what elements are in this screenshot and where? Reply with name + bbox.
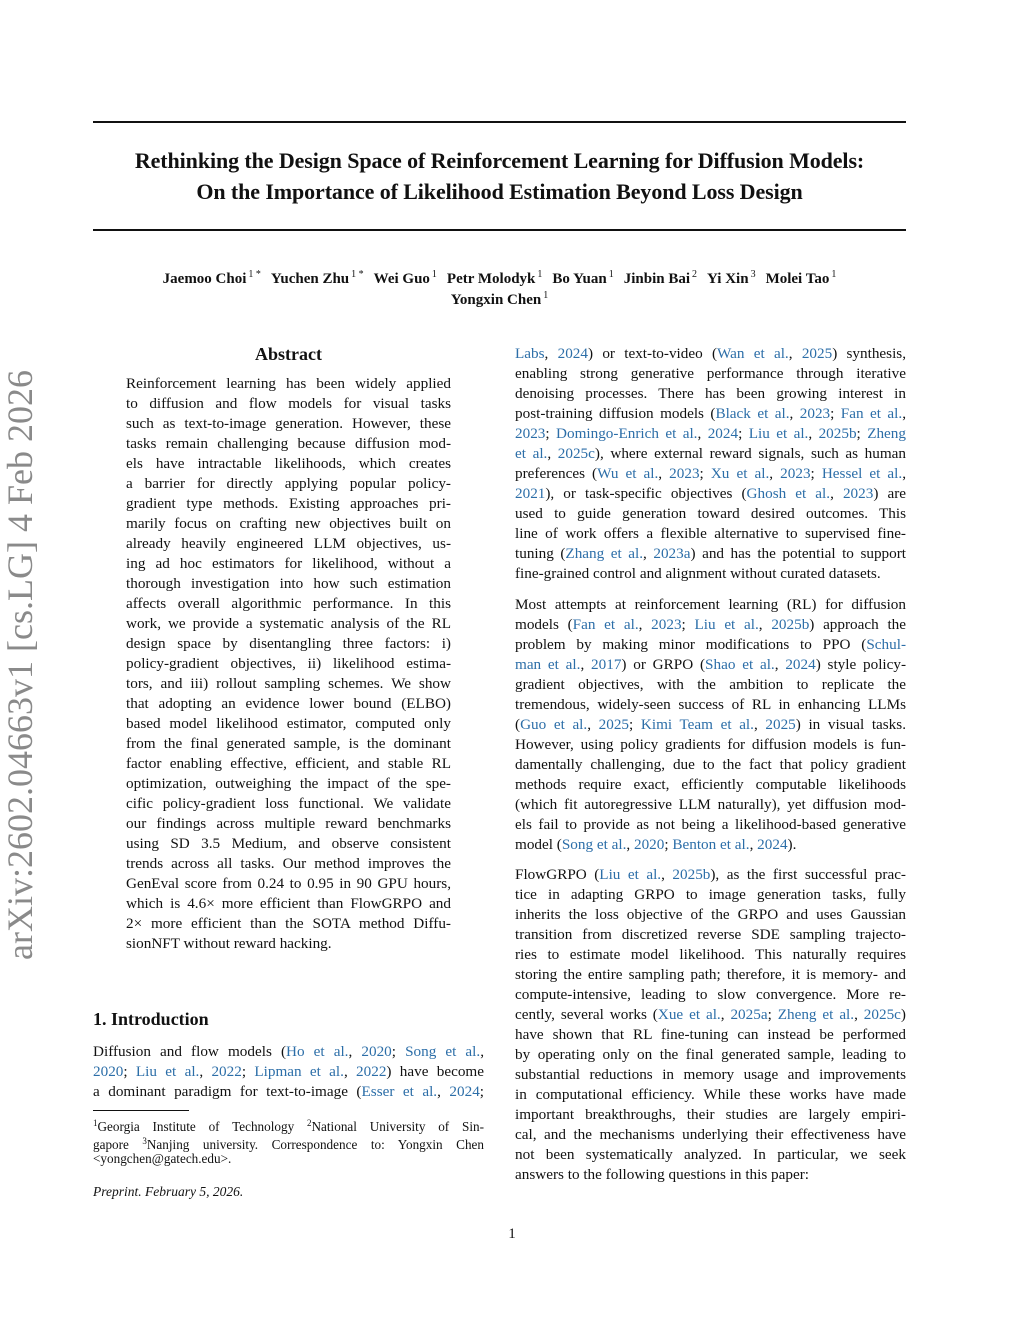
citation-link[interactable]: Wu et al. bbox=[597, 465, 659, 482]
introduction-line: gradient objectives, with the ambition to replicate the bbox=[515, 676, 906, 693]
introduction-line: (which fit autoregressive LLM naturally), yet diffusion mod- bbox=[515, 796, 906, 813]
citation-link[interactable]: 2020 bbox=[361, 1043, 392, 1060]
arxiv-category: [cs.LG] bbox=[0, 541, 40, 652]
author-name: Yongxin Chen $^1$ bbox=[450, 290, 549, 308]
introduction-line: post-training diffusion models (Black et al., 2023; Fan et al., bbox=[515, 405, 906, 422]
abstract-line: Reinforcement learning has been widely applied bbox=[126, 375, 451, 392]
introduction-line: model (Song et al., 2020; Benton et al., 2024). bbox=[515, 836, 797, 853]
paper-title-line-2: On the Importance of Likelihood Estimation Beyond Loss Design bbox=[196, 179, 803, 204]
citation-link[interactable]: Labs bbox=[515, 345, 545, 362]
citation-link[interactable]: 2023 bbox=[842, 485, 874, 502]
author-affiliation-marker: 3 bbox=[750, 269, 756, 280]
citation-link[interactable]: 2025a bbox=[730, 1006, 768, 1023]
citation-link[interactable]: Kimi Team et al. bbox=[640, 716, 754, 733]
citation-link[interactable]: Liu et al. bbox=[748, 425, 809, 442]
citation-link[interactable]: 2025 bbox=[801, 345, 833, 362]
introduction-line: enabling strong generative performance through iterative bbox=[515, 365, 906, 382]
citation-link[interactable]: 2025c bbox=[863, 1006, 901, 1023]
abstract-line: marily focus on crafting new objectives built on bbox=[126, 515, 451, 532]
abstract-line: already heavily engineered LLM objectives, us- bbox=[126, 535, 451, 552]
citation-link[interactable]: Fan et al. bbox=[572, 616, 639, 633]
citation-link[interactable]: 2023 bbox=[669, 465, 700, 482]
citation-link[interactable]: 2024 bbox=[707, 425, 739, 442]
abstract-line: based model likelihood estimator, computed only bbox=[126, 715, 451, 732]
introduction-line: 2023; Domingo-Enrich et al., 2024; Liu et al., 2025b; Zheng bbox=[515, 425, 906, 442]
citation-link[interactable]: 2024 bbox=[557, 345, 588, 362]
introduction-line: a dominant paradigm for text-to-image (Esser et al., 2024; bbox=[93, 1083, 485, 1100]
citation-link[interactable]: 2024 bbox=[449, 1083, 480, 1100]
footnote-marker: 1 bbox=[93, 1118, 98, 1128]
introduction-line: in computational efficiency. While these works have made bbox=[515, 1086, 906, 1103]
arxiv-stamp bbox=[0, 370, 40, 960]
citation-link[interactable]: man et al. bbox=[515, 656, 581, 673]
citation-link[interactable]: Hessel et al. bbox=[821, 465, 903, 482]
author-name: Jaemoo Choi $^{1 *}$ bbox=[162, 269, 261, 287]
paper-title-line-1: Rethinking the Design Space of Reinforcement Learning for Diffusion Models: bbox=[134, 148, 865, 173]
citation-link[interactable]: Liu et al. bbox=[694, 616, 759, 633]
author-name: Bo Yuan $^1$ bbox=[552, 269, 614, 287]
abstract-line: affects overall algorithmic performance. In this bbox=[126, 595, 451, 612]
citation-link[interactable]: Liu et al. bbox=[135, 1063, 200, 1080]
citation-link[interactable]: 2020 bbox=[633, 836, 665, 853]
citation-link[interactable]: Benton et al. bbox=[672, 836, 750, 853]
footnote-line: gapore $^3$Nanjing university. Correspondence to: Yongxin Chen bbox=[93, 1135, 484, 1152]
introduction-line: by operating only on the final generated sample, leading to bbox=[515, 1046, 906, 1063]
author-affiliation-marker: 1 bbox=[543, 290, 549, 301]
abstract-line: ing ad hoc estimators for likelihood, without a bbox=[126, 555, 451, 572]
citation-link[interactable]: 2022 bbox=[211, 1063, 242, 1080]
title-top-rule bbox=[93, 121, 906, 123]
abstract-line: that adopting an evidence lower bound (ELBO) bbox=[126, 695, 451, 712]
citation-link[interactable]: 2023 bbox=[780, 465, 811, 482]
introduction-line: preferences (Wu et al., 2023; Xu et al., 2023; Hessel et al., bbox=[515, 465, 906, 482]
citation-link[interactable]: Lipman et al. bbox=[254, 1063, 344, 1080]
citation-link[interactable]: 2025b bbox=[818, 425, 857, 442]
author-list-line-2 bbox=[93, 286, 906, 310]
citation-link[interactable]: Zheng et al. bbox=[777, 1006, 855, 1023]
abstract-line: optimization, outweighing the impact of the spe- bbox=[126, 775, 451, 792]
introduction-line: et al., 2025c), where external reward signals, such as human bbox=[515, 445, 907, 462]
abstract-line: sionNFT without reward hacking. bbox=[126, 935, 332, 952]
abstract-line: work, we provide a systematic analysis of the RL bbox=[126, 615, 451, 632]
abstract-line: els have intractable likelihoods, which creates bbox=[126, 455, 451, 472]
footnote-marker: 2 bbox=[307, 1118, 312, 1128]
citation-link[interactable]: Zhang et al. bbox=[565, 545, 644, 562]
author-affiliation-marker: 1 * bbox=[248, 269, 261, 280]
introduction-line: FlowGRPO (Liu et al., 2025b), as the first successful prac- bbox=[515, 866, 906, 883]
citation-link[interactable]: Guo et al. bbox=[520, 716, 588, 733]
citation-link[interactable]: Domingo-Enrich et al. bbox=[556, 425, 698, 442]
introduction-line: (Guo et al., 2025; Kimi Team et al., 2025) in visual tasks. bbox=[515, 716, 906, 733]
title-bottom-rule bbox=[93, 229, 906, 231]
introduction-line: transition from discretized reverse SDE sampling trajecto- bbox=[515, 926, 906, 943]
author-affiliation-marker: 2 bbox=[692, 269, 698, 280]
author-name: Jinbin Bai $^2$ bbox=[623, 269, 698, 287]
introduction-line: ries to estimate model likelihood. This naturally requires bbox=[515, 946, 906, 963]
introduction-line: cal, and the mechanisms underlying their effectiveness have bbox=[515, 1126, 906, 1143]
footnote-rule bbox=[93, 1110, 189, 1111]
introduction-line: Labs, 2024) or text-to-video (Wan et al., 2025) synthesis, bbox=[515, 345, 907, 362]
author-name: Petr Molodyk $^1$ bbox=[446, 269, 543, 287]
citation-link[interactable]: Song et al. bbox=[561, 836, 627, 853]
introduction-line: important breakthroughs, their studies are largely empiri- bbox=[515, 1106, 906, 1123]
citation-link[interactable]: Ghosh et al. bbox=[746, 485, 831, 502]
abstract-line: such as text-to-image generation. However, these bbox=[126, 415, 451, 432]
introduction-line: not been systematically analyzed. In particular, we seek bbox=[515, 1146, 906, 1163]
citation-link[interactable]: 2024 bbox=[785, 656, 816, 673]
citation-link[interactable]: 2025 bbox=[598, 716, 630, 733]
footnote-line: $^1$Georgia Institute of Technology $^2$National University of Sin- bbox=[93, 1118, 484, 1134]
author-name: Yi Xin $^3$ bbox=[707, 269, 756, 287]
citation-link[interactable]: Wan et al. bbox=[717, 345, 789, 362]
introduction-line: problem by making minor modifications to PPO (Schul- bbox=[515, 636, 906, 653]
citation-link[interactable]: Fan et al. bbox=[840, 405, 903, 422]
introduction-line: cently, several works (Xue et al., 2025a; Zheng et al., 2025c) bbox=[515, 1006, 906, 1023]
abstract-line: a barrier for directly applying popular policy- bbox=[126, 475, 451, 492]
introduction-line: damentally challenging, due to the fact that policy gradient bbox=[515, 756, 906, 773]
introduction-line: used to guide generation toward desired outcomes. This bbox=[515, 505, 906, 522]
citation-link[interactable]: Xue et al. bbox=[657, 1006, 721, 1023]
citation-link[interactable]: 2023a bbox=[653, 545, 691, 562]
citation-link[interactable]: et al. bbox=[515, 445, 548, 462]
citation-link[interactable]: Song et al. bbox=[405, 1043, 481, 1060]
abstract-line: thorough investigation into how such estimation bbox=[126, 575, 451, 592]
abstract-line: GenEval score from 0.24 to 0.95 in 90 GPU hours, bbox=[126, 875, 451, 892]
abstract-line: to diffusion and flow models for visual tasks bbox=[126, 395, 451, 412]
citation-link[interactable]: Ho et al. bbox=[286, 1043, 349, 1060]
abstract-line: policy-gradient objectives, ii) likelihood estima- bbox=[126, 655, 451, 672]
abstract-line: tasks remain challenging because diffusion mod- bbox=[126, 435, 451, 452]
introduction-line: man et al., 2017) or GRPO (Shao et al., 2024) style policy- bbox=[515, 656, 907, 673]
introduction-line: substantial reductions in memory usage and improvements bbox=[515, 1066, 906, 1083]
abstract-line: which is 4.6× more efficient than FlowGRPO and bbox=[126, 895, 451, 912]
introduction-line: methods require exact, efficiently computable likelihoods bbox=[515, 776, 906, 793]
introduction-line: els fail to provide as not being a likelihood-based generative bbox=[515, 816, 906, 833]
arxiv-date: 4 Feb 2026 bbox=[0, 370, 40, 533]
arxiv-id: arXiv:2602.04663v1 bbox=[0, 661, 40, 960]
introduction-line: denoising processes. There has been growing interest in bbox=[515, 385, 906, 402]
introduction-line: Diffusion and flow models (Ho et al., 2020; Song et al., bbox=[93, 1043, 484, 1060]
citation-link[interactable]: 2023 bbox=[799, 405, 831, 422]
author-affiliation-marker: 1 bbox=[831, 269, 837, 280]
citation-link[interactable]: 2025 bbox=[765, 716, 796, 733]
introduction-line: models (Fan et al., 2023; Liu et al., 2025b) approach the bbox=[515, 616, 907, 633]
footnote-marker: 3 bbox=[142, 1135, 147, 1146]
author-affiliation-marker: 1 bbox=[431, 269, 437, 280]
abstract-line: factor enabling effective, efficient, and stable RL bbox=[126, 755, 451, 772]
introduction-line: tice in adapting GRPO to image generation tasks, fully bbox=[515, 886, 906, 903]
footnote-line: <yongchen@gatech.edu>. bbox=[93, 1151, 232, 1166]
citation-link[interactable]: Esser et al. bbox=[361, 1083, 438, 1100]
abstract-line: design space by disentangling three factors: i) bbox=[126, 635, 451, 652]
citation-link[interactable]: 2025b bbox=[771, 616, 810, 633]
author-affiliation-marker: 1 * bbox=[351, 269, 364, 280]
introduction-line: storing the entire sampling path; therefore, it is memory- and bbox=[515, 966, 906, 983]
author-name: Molei Tao $^1$ bbox=[765, 269, 837, 287]
citation-link[interactable]: Shao et al. bbox=[705, 656, 775, 673]
page-number: 1 bbox=[508, 1226, 516, 1242]
introduction-line: inherits the loss objective of the GRPO and uses Gaussian bbox=[515, 906, 906, 923]
abstract-line: tors, and iii) rollout sampling schemes. We show bbox=[126, 675, 451, 692]
abstract-line: 2× more efficient than the SOTA method Diffu- bbox=[126, 915, 451, 932]
introduction-heading: 1. Introduction bbox=[93, 1009, 209, 1029]
citation-link[interactable]: 2022 bbox=[356, 1063, 387, 1080]
introduction-line: 2020; Liu et al., 2022; Lipman et al., 2022) have become bbox=[93, 1063, 484, 1080]
citation-link[interactable]: 2025b bbox=[672, 866, 711, 883]
citation-link[interactable]: 2020 bbox=[93, 1063, 124, 1080]
abstract-line: gradient type methods. Existing approaches pri- bbox=[126, 495, 451, 512]
author-name: Wei Guo $^1$ bbox=[373, 269, 437, 287]
citation-link[interactable]: 2023 bbox=[651, 616, 682, 633]
author-name: Yuchen Zhu $^{1 *}$ bbox=[270, 269, 364, 287]
citation-link[interactable]: 2017 bbox=[591, 656, 622, 673]
citation-link[interactable]: 2021 bbox=[515, 485, 546, 502]
citation-link[interactable]: Xu et al. bbox=[710, 465, 770, 482]
author-affiliation-marker: 1 bbox=[537, 269, 543, 280]
author-affiliation-marker: 1 bbox=[608, 269, 614, 280]
introduction-line: However, using policy gradients for diffusion models is fun- bbox=[515, 736, 906, 753]
citation-link[interactable]: Liu et al. bbox=[599, 866, 662, 883]
abstract-line: trends across all tasks. Our method improves the bbox=[126, 855, 451, 872]
abstract-line: our findings across multiple reward benchmarks bbox=[126, 815, 451, 832]
introduction-line: have shown that RL fine-tuning can instead be performed bbox=[515, 1026, 906, 1043]
abstract-line: cific policy-gradient loss functional. We validate bbox=[126, 795, 451, 812]
introduction-line: answers to the following questions in this paper: bbox=[515, 1166, 810, 1183]
abstract-line: from the final generated sample, is the dominant bbox=[126, 735, 451, 752]
abstract-heading: Abstract bbox=[255, 344, 322, 364]
citation-link[interactable]: Black et al. bbox=[715, 405, 790, 422]
introduction-line: fine-grained control and alignment without curated datasets. bbox=[515, 565, 881, 582]
preprint-note: Preprint. February 5, 2026. bbox=[93, 1184, 244, 1199]
introduction-line: line of work offers a flexible alternative to supervised fine- bbox=[515, 525, 906, 542]
citation-link[interactable]: Zheng bbox=[867, 425, 906, 442]
citation-link[interactable]: 2023 bbox=[515, 425, 546, 442]
citation-link[interactable]: 2024 bbox=[757, 836, 788, 853]
introduction-line: tremendous, widely-seen success of RL in enhancing LLMs bbox=[515, 696, 906, 713]
citation-link[interactable]: Schul- bbox=[866, 636, 906, 653]
introduction-line: Most attempts at reinforcement learning (RL) for diffusion bbox=[515, 596, 906, 613]
introduction-line: 2021), or task-specific objectives (Ghosh et al., 2023) are bbox=[515, 485, 906, 502]
abstract-line: using SD 3.5 Medium, and observe consistent bbox=[126, 835, 451, 852]
introduction-line: tuning (Zhang et al., 2023a) and has the potential to support bbox=[515, 545, 907, 562]
introduction-line: compute-intensive, leading to slow convergence. More re- bbox=[515, 986, 906, 1003]
citation-link[interactable]: 2025c bbox=[557, 445, 595, 462]
